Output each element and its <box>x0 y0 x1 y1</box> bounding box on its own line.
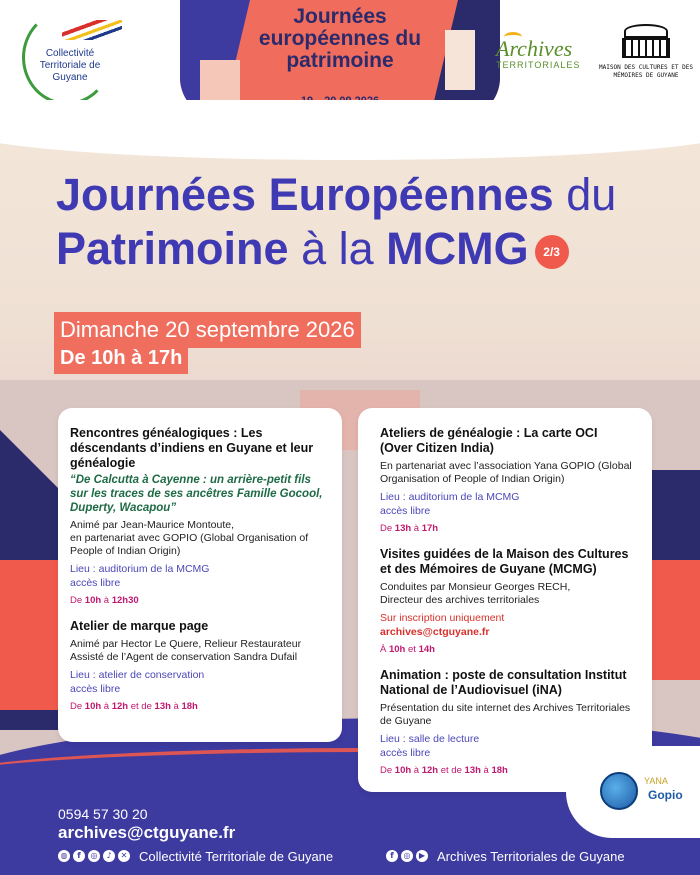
globe-icon[interactable]: ◍ <box>58 850 70 862</box>
x-icon[interactable]: ✕ <box>118 850 130 862</box>
event-title: Atelier de marque page <box>70 619 209 633</box>
banner-decor <box>445 30 475 90</box>
banner-decor <box>200 60 240 100</box>
social-label[interactable]: Collectivité Territoriale de Guyane <box>139 848 334 864</box>
event-description: Présentation du site internet des Archives Territoriales de Guyane <box>380 702 631 727</box>
event-title: Visites guidées de la Maison des Cultures et des Mémoires de Guyane (MCMG) <box>380 547 629 576</box>
event-description: En partenariat avec l’association Yana GOPIO (Global Organisation of People of Indian Origin) <box>380 460 632 485</box>
contact-email[interactable]: archives@ctguyane.fr <box>58 823 236 842</box>
event-item <box>380 426 632 535</box>
gopio-logo[interactable] <box>566 746 700 838</box>
decor-shape <box>0 560 60 710</box>
page-title <box>56 168 676 276</box>
social-links-ctg <box>58 848 333 864</box>
title-part: MCMG <box>386 223 529 274</box>
instagram-icon[interactable]: ◎ <box>88 850 100 862</box>
gopio-name: Gopio <box>648 788 683 802</box>
event-title: Rencontres généalogiques : Les déscendants d’indiens en Guyane et leur généalogie <box>70 426 314 470</box>
event-hours: De 10h à 17h <box>54 342 188 374</box>
sun-icon <box>504 32 522 42</box>
tiktok-icon[interactable]: ♪ <box>103 850 115 862</box>
event-time: De 10h à 12h et de 13h à 18h <box>380 765 508 776</box>
social-label[interactable]: Archives Territoriales de Guyane <box>437 848 625 864</box>
event-location: Lieu : atelier de conservation accès libre <box>70 669 205 695</box>
event-date: Dimanche 20 septembre 2026 <box>54 312 361 348</box>
youtube-icon[interactable]: ▶ <box>416 850 428 862</box>
mcmg-logo-text: MAISON DES CULTURES ET DES MÉMOIRES DE GUYANE <box>599 64 693 79</box>
event-title: Animation : poste de consultation Institut National de l’Audiovisuel (iNA) <box>380 668 627 697</box>
title-part: Journées Européennes <box>56 169 554 220</box>
facebook-icon[interactable]: f <box>73 850 85 862</box>
event-item <box>70 426 330 607</box>
event-location: Lieu : auditorium de la MCMG accès libre <box>380 491 520 517</box>
event-title: Ateliers de généalogie : La carte OCI (Over Citizen India) <box>380 426 598 455</box>
banner-title: Journées européennes du patrimoine <box>258 5 422 72</box>
registration-email-link[interactable]: archives@ctguyane.fr <box>380 626 490 638</box>
program-card-left <box>58 408 342 742</box>
archives-logo-main: Archives <box>496 36 573 61</box>
registration-note: Sur inscription uniquement <box>380 612 505 624</box>
archives-logo-sub: TERRITORIALES <box>496 60 581 70</box>
event-location: Lieu : auditorium de la MCMG accès libre <box>70 563 210 589</box>
title-part: à la <box>301 223 374 274</box>
event-description: Animé par Jean-Maurice Montoute, en partenariat avec GOPIO (Global Organisation of People of Indian Origin) <box>70 519 309 557</box>
event-time: De 10h à 12h et de 13h à 18h <box>70 701 198 712</box>
contact-phone[interactable]: 0594 57 30 20 <box>58 806 148 822</box>
event-time: De 10h à 12h30 <box>70 595 139 606</box>
archives-logo[interactable] <box>496 36 592 90</box>
mcmg-logo[interactable] <box>598 22 694 102</box>
social-links-archives <box>386 848 625 864</box>
event-item <box>380 547 632 656</box>
event-item <box>70 619 330 713</box>
title-part: du <box>566 169 617 220</box>
ctg-logo-text: Collectivité Territoriale de Guyane <box>39 48 101 83</box>
program-card-right <box>358 408 652 792</box>
ctg-logo[interactable] <box>22 10 112 105</box>
globe-icon <box>600 772 638 810</box>
instagram-icon[interactable]: ◎ <box>401 850 413 862</box>
building-icon <box>620 22 672 60</box>
gopio-yana: YANA <box>644 776 668 786</box>
event-location: Lieu : salle de lecture accès libre <box>380 733 480 759</box>
event-quote: “De Calcutta à Cayenne : un arrière-petit fils sur les traces de ses ancêtres Famille Gocool, Duperty, Wacapou” <box>70 474 323 514</box>
event-description: Conduites par Monsieur Georges RECH, Directeur des archives territoriales <box>380 581 571 606</box>
event-time: À 10h et 14h <box>380 644 435 655</box>
title-part: Patrimoine <box>56 223 289 274</box>
event-time: De 13h à 17h <box>380 523 439 534</box>
logo-strokes <box>62 20 122 40</box>
page-badge: 2/3 <box>535 235 569 269</box>
facebook-icon[interactable]: f <box>386 850 398 862</box>
header-wave <box>0 100 700 160</box>
event-description: Animé par Hector Le Quere, Relieur Restaurateur Assisté de l’Agent de conservation Sandra Dufail <box>70 638 302 663</box>
